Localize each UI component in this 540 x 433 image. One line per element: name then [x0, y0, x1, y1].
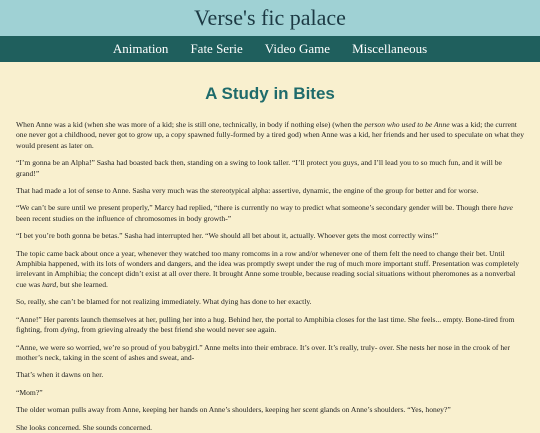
story-paragraph: “Mom?”: [16, 387, 43, 397]
nav-item-miscellaneous[interactable]: Miscellaneous: [352, 41, 428, 56]
story-paragraph: The older woman pulls away from Anne, keeping her hands on Anne’s shoulders, keeping her scent glands on Anne’s shoulders. “Yes, honey?”: [16, 405, 451, 415]
story-paragraph: “Anne, we were so worried, we’re so proud of you babygirl.” Anne melts into their embrace. It’s over. It’s really, truly- over. She nests her nose in the crook of her mother’s neck, taking in the scent of ashes and sweat, and-: [16, 342, 511, 362]
story-paragraph: That had made a lot of sense to Anne. Sasha very much was the stereotypical alpha: assertive, dynamic, the engine of the group for better and for worse.: [16, 186, 479, 196]
story-paragraph: “Anne!” Her parents launch themselves at her, pulling her into a hug. Behind her, the portal to Amphibia closes for the last time. She feels... empty. Bone-tired from fighting, from dying, from grieving already the best friend she would never see again.: [16, 314, 515, 335]
story-paragraph: That’s when it dawns on her.: [16, 370, 104, 380]
story-paragraph: She looks concerned. She sounds concerned.: [16, 422, 153, 432]
nav-item-animation[interactable]: Animation: [112, 41, 169, 56]
story-paragraph: The topic came back about once a year, whenever they watched too many romcoms in a row and/or whenever one of them felt the need to change their bet. Until Amphibia happened, with its lots of wonders and dangers, and the idea was promptly swept under the rug of much more important stuff. Presentation was completely irrelevant in Amphibia; the concept didn’t exist at all over there. It brought Anne some trouble, because reading social situations without pheromones as a nonverbal cue was hard, but she learned.: [16, 248, 520, 289]
story-paragraph: So, really, she can’t be blamed for not realizing immediately. What dying has done to her exactly.: [16, 297, 312, 307]
story-title: A Study in Bites: [205, 84, 335, 103]
site-title-link[interactable]: Verse's fic palace: [194, 5, 346, 30]
story-paragraph: “I bet you’re both gonna be betas.” Sasha had interrupted her. “We should all bet about it, actually. Whoever gets the most correctly wins!”: [16, 231, 438, 241]
main-nav: [0, 36, 540, 62]
nav-item-video-game[interactable]: Video Game: [264, 41, 331, 56]
story-paragraph: When Anne was a kid (when she was more of a kid; she is still one, technically, in body if nothing else) (when the person who used to be Anne was a kid; the current one never got a childhood, never got to grow up, a copy spawned fully-formed by a tired god) when Anne was a kid, her friends and her used to speculate on what they would present as later on.: [16, 120, 525, 150]
story-paragraph: “I’m gonna be an Alpha!” Sasha had boasted back then, standing on a swing to look taller. “I’ll protect you guys, and I’ll lead you to so much fun, and it will be grand!”: [16, 158, 502, 178]
story-body: [16, 120, 524, 433]
story-paragraph: “We can’t be sure until we present properly,” Marcy had replied, “there is currently no way to predict what someone’s secondary gender will be. Though there have been recent studies on the influence of chromosomes in body growth-”: [16, 203, 513, 223]
site-header: [0, 0, 540, 36]
main-content: [0, 84, 540, 433]
nav-item-fate-serie[interactable]: Fate Serie: [190, 41, 243, 56]
